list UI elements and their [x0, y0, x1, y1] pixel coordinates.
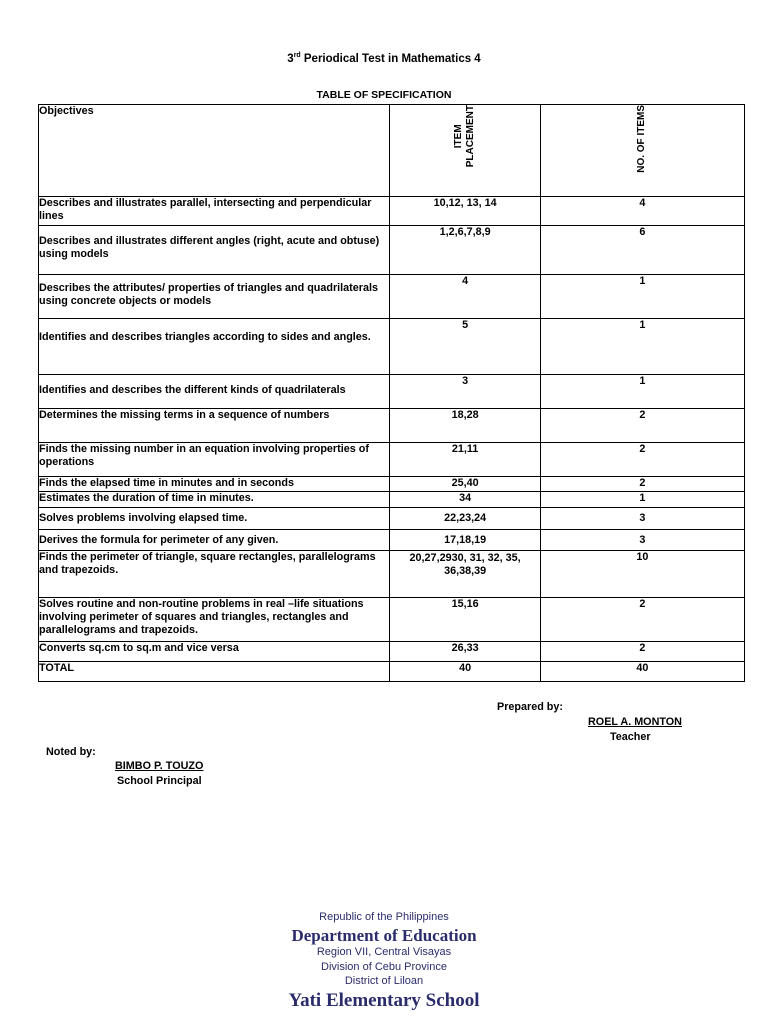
footer-department: Department of Education: [291, 926, 477, 945]
table-row: [39, 375, 745, 409]
total-label-cell: TOTAL: [39, 662, 390, 682]
count-cell: 2: [540, 477, 744, 492]
prepared-by-name: ROEL A. MONTON: [588, 716, 682, 728]
objective-cell: Derives the formula for perimeter of any given.: [39, 530, 390, 551]
objective-cell: Converts sq.cm to sq.m and vice versa: [39, 642, 390, 662]
objective-cell: Describes and illustrates different angles (right, acute and obtuse) using models: [39, 226, 390, 275]
header-no-of-items-text: NO. OF ITEMS: [636, 105, 648, 173]
document-title: [0, 52, 768, 65]
footer-division: Division of Cebu Province: [321, 961, 447, 973]
placement-cell: 15,16: [390, 598, 540, 642]
table-row: [39, 409, 745, 443]
table-row: [39, 508, 745, 530]
count-cell: 2: [540, 443, 744, 477]
count-cell: 10: [540, 551, 744, 598]
placement-cell: 21,11: [390, 443, 540, 477]
table-row: [39, 443, 745, 477]
table-row: [39, 551, 745, 598]
table-subtitle: TABLE OF SPECIFICATION: [316, 89, 452, 101]
objective-cell: Finds the perimeter of triangle, square rectangles, parallelograms and trapezoids.: [39, 551, 390, 598]
count-cell: 2: [540, 598, 744, 642]
placement-cell: 5: [390, 319, 540, 375]
objective-cell: Solves routine and non-routine problems in real –life situations involving perimeter of squares and triangles, rectangles and parallelograms and trapezoids.: [39, 598, 390, 642]
placement-cell: 4: [390, 275, 540, 319]
objective-cell: Finds the elapsed time in minutes and in seconds: [39, 477, 390, 492]
header-objectives: Objectives: [39, 105, 390, 197]
placement-cell: 20,27,2930, 31, 32, 35, 36,38,39: [390, 551, 540, 598]
count-cell: 1: [540, 375, 744, 409]
count-cell: 6: [540, 226, 744, 275]
noted-by-name: BIMBO P. TOUZO: [115, 760, 204, 772]
placement-cell: 22,23,24: [390, 508, 540, 530]
total-placement-cell: 40: [390, 662, 540, 682]
count-cell: 3: [540, 508, 744, 530]
noted-by-label: Noted by:: [46, 746, 96, 758]
header-no-of-items: [540, 105, 744, 197]
objective-cell: Identifies and describes triangles according to sides and angles.: [39, 319, 390, 375]
prepared-by-label: Prepared by:: [497, 701, 564, 713]
table-row: [39, 598, 745, 642]
objective-cell: Describes the attributes/ properties of triangles and quadrilaterals using concrete objects or models: [39, 275, 390, 319]
title-text: Periodical Test in Mathematics 4: [300, 52, 481, 65]
count-cell: 1: [540, 319, 744, 375]
prepared-by-role: Teacher: [610, 731, 651, 743]
count-cell: 3: [540, 530, 744, 551]
table-row: [39, 477, 745, 492]
total-row: [39, 662, 745, 682]
footer-school-name: Yati Elementary School: [288, 990, 480, 1011]
table-row: [39, 197, 745, 226]
placement-cell: 1,2,6,7,8,9: [390, 226, 540, 275]
table-row: [39, 226, 745, 275]
title-ordinal-suffix: rd: [293, 52, 301, 59]
footer-republic: Republic of the Philippines: [319, 911, 449, 923]
count-cell: 2: [540, 642, 744, 662]
count-cell: 1: [540, 275, 744, 319]
header-item-placement-line2: PLACEMENT: [465, 105, 477, 168]
count-cell: 4: [540, 197, 744, 226]
count-cell: 2: [540, 409, 744, 443]
count-cell: 1: [540, 492, 744, 508]
table-row: [39, 530, 745, 551]
table-row: [39, 492, 745, 508]
total-count-cell: 40: [540, 662, 744, 682]
header-item-placement-text: [453, 105, 477, 167]
objective-cell: Identifies and describes the different kinds of quadrilaterals: [39, 375, 390, 409]
objective-cell: Describes and illustrates parallel, intersecting and perpendicular lines: [39, 197, 390, 226]
placement-cell: 25,40: [390, 477, 540, 492]
footer-region: Region VII, Central Visayas: [316, 946, 452, 958]
header-item-placement: [390, 105, 540, 197]
noted-by-role: School Principal: [117, 775, 202, 787]
placement-cell: 26,33: [390, 642, 540, 662]
table-row: [39, 275, 745, 319]
objective-cell: Solves problems involving elapsed time.: [39, 508, 390, 530]
placement-cell: 17,18,19: [390, 530, 540, 551]
objective-cell: Finds the missing number in an equation involving properties of operations: [39, 443, 390, 477]
placement-cell: 34: [390, 492, 540, 508]
title-ordinal: 3: [287, 52, 294, 65]
table-row: [39, 642, 745, 662]
header-item-placement-line1: ITEM: [453, 124, 465, 149]
placement-cell: 10,12, 13, 14: [390, 197, 540, 226]
placement-cell: 18,28: [390, 409, 540, 443]
specification-table: [38, 104, 745, 682]
objective-cell: Estimates the duration of time in minutes.: [39, 492, 390, 508]
table-header-row: [39, 105, 745, 197]
objective-cell: Determines the missing terms in a sequence of numbers: [39, 409, 390, 443]
placement-cell: 3: [390, 375, 540, 409]
table-row: [39, 319, 745, 375]
footer-district: District of Liloan: [344, 975, 424, 987]
